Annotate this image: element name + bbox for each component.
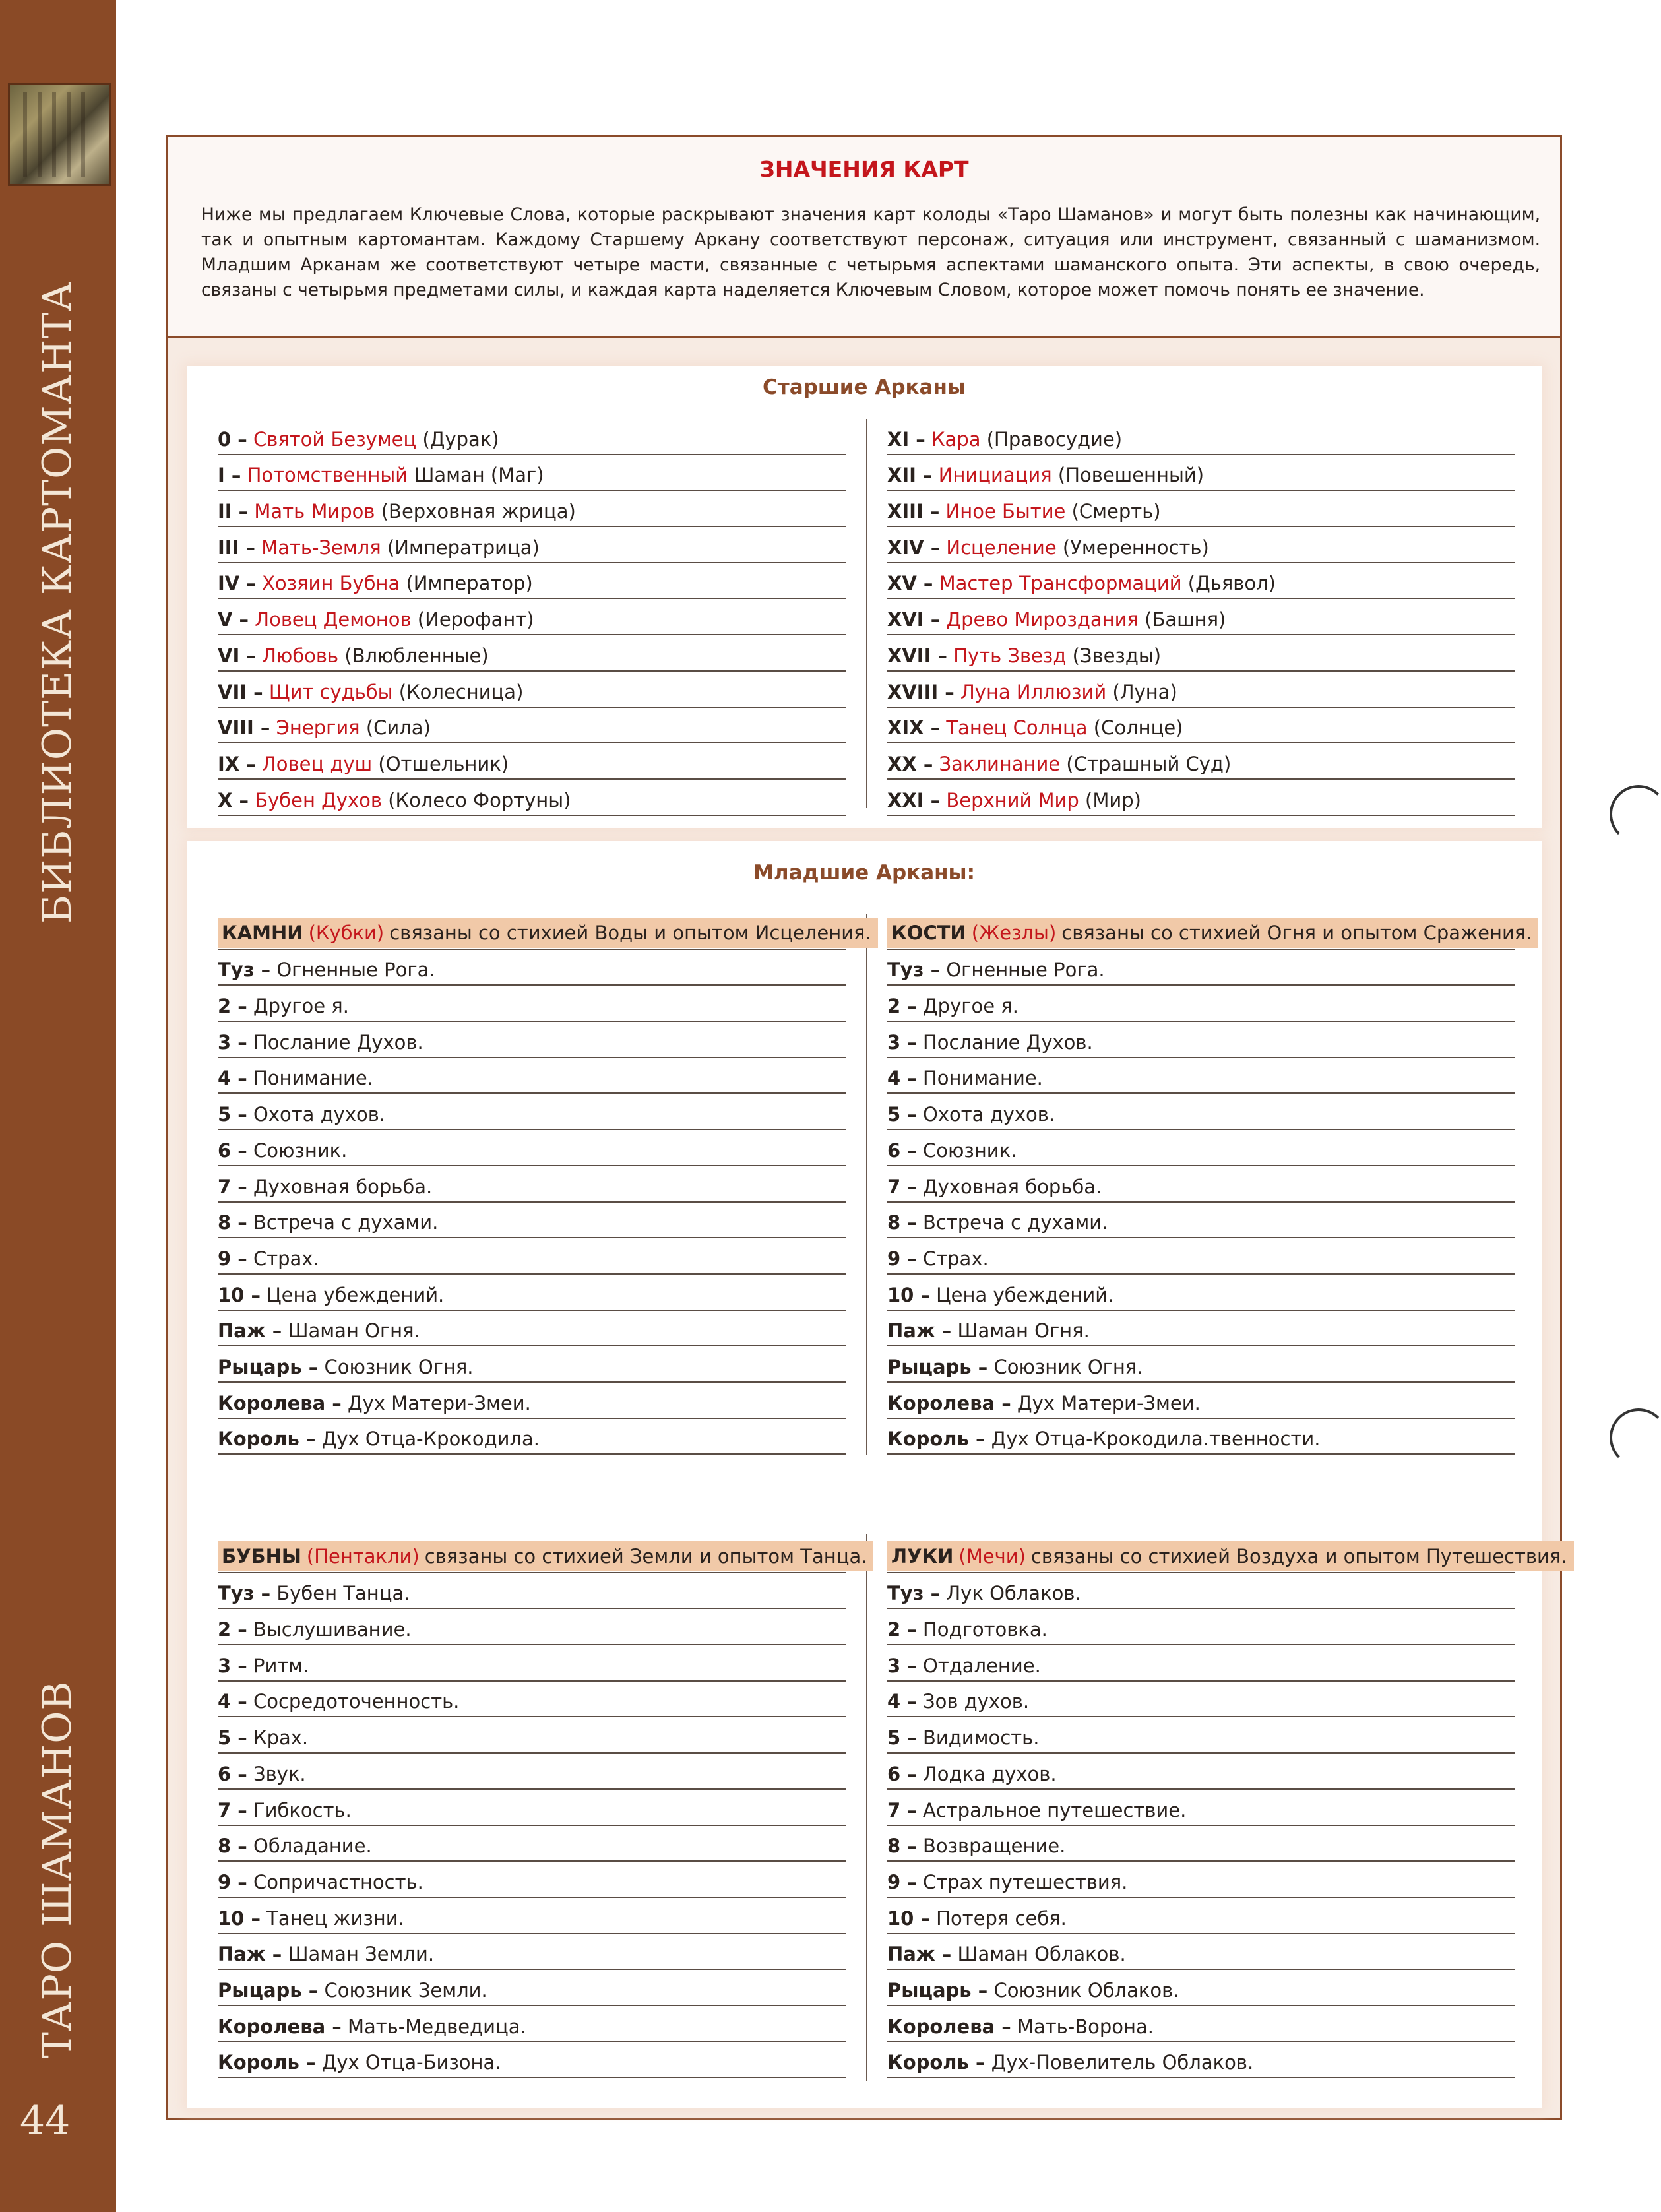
minor-arcana-row: [218, 1862, 846, 1898]
sidebar-photo: [8, 83, 111, 186]
arcana-classic-name: (Колесо Фортуны): [388, 788, 571, 811]
card-rank: Король –: [887, 1428, 986, 1451]
card-rank: Туз –: [218, 959, 271, 982]
major-arcana-left-column: [218, 419, 846, 816]
suit-swords-column: [887, 1537, 1567, 2078]
arcana-classic-name: (Солнце): [1093, 716, 1183, 740]
minor-arcana-row: [887, 1573, 1515, 1610]
arcana-classic-name: (Отшельник): [378, 752, 509, 775]
arcana-classic-name: (Император): [406, 572, 533, 595]
card-keyword: Сопричастность.: [253, 1870, 423, 1893]
card-rank: Король –: [218, 2051, 316, 2074]
card-rank: 10 –: [218, 1283, 261, 1306]
card-rank: 4 –: [218, 1690, 247, 1713]
suit-header-band: [887, 1541, 1574, 1571]
arcana-classic-name: (Правосудие): [986, 427, 1123, 451]
minor-arcana-row: [218, 1609, 846, 1645]
minor-arcana-row: [218, 1383, 846, 1419]
card-rank: 3 –: [218, 1654, 247, 1677]
card-rank: Королева –: [887, 1391, 1011, 1414]
minor-arcana-row: [218, 1573, 846, 1610]
minor-arcana-row: [218, 1645, 846, 1682]
major-arcana-title: Старшие Арканы: [763, 375, 966, 399]
minor-arcana-row: [218, 2006, 846, 2042]
card-keyword: Духовная борьба.: [253, 1175, 433, 1198]
card-rank: Король –: [218, 1428, 316, 1451]
minor-arcana-row: [218, 986, 846, 1022]
card-keyword: Бубен Танца.: [276, 1582, 410, 1605]
card-rank: 2 –: [218, 995, 247, 1018]
minor-arcana-row: [887, 1790, 1515, 1826]
card-rank: 6 –: [887, 1762, 917, 1785]
suit-header: [887, 1537, 1567, 1573]
arcana-classic-name: (Императрица): [387, 536, 540, 559]
arcana-number: III –: [218, 536, 255, 559]
card-keyword: Лук Облаков.: [946, 1582, 1081, 1605]
arcana-number: XXI –: [887, 788, 941, 811]
arcana-shaman-name: Любовь: [262, 644, 339, 667]
major-arcana-row: [218, 743, 846, 780]
arcana-number: XVI –: [887, 608, 941, 631]
minor-arcana-row: [218, 1826, 846, 1862]
major-arcana-row: [218, 455, 846, 491]
arcana-number: XVII –: [887, 644, 947, 667]
card-keyword: Дух Отца-Крокодила.твенности.: [991, 1428, 1321, 1451]
major-arcana-row: [887, 455, 1515, 491]
arcana-shaman-name: Кара: [931, 427, 981, 451]
arcana-shaman-name: Луна Иллюзий: [960, 680, 1107, 703]
minor-arcana-row: [218, 1419, 846, 1455]
card-keyword: Духовная борьба.: [923, 1175, 1102, 1198]
card-keyword: Союзник Облаков.: [993, 1978, 1179, 2002]
major-arcana-row: [887, 419, 1515, 455]
card-rank: 7 –: [887, 1175, 917, 1198]
arcana-number: 0 –: [218, 427, 247, 451]
card-rank: Королева –: [218, 1391, 342, 1414]
card-keyword: Шаман Облаков.: [957, 1943, 1126, 1966]
arcana-shaman-name: Мастер Трансформаций: [939, 572, 1182, 595]
suit-header: [218, 1537, 867, 1573]
minor-arcana-row: [887, 2006, 1515, 2042]
card-rank: 7 –: [887, 1798, 917, 1821]
minor-arcana-row: [887, 1754, 1515, 1790]
card-keyword: Гибкость.: [253, 1798, 352, 1821]
suit-header-band: [218, 918, 878, 948]
minor-arcana-row: [218, 1970, 846, 2006]
minor-arcana-row: [887, 1826, 1515, 1862]
card-keyword: Зов духов.: [923, 1690, 1030, 1713]
minor-arcana-row: [887, 1682, 1515, 1718]
arcana-number: IX –: [218, 752, 256, 775]
arcana-classic-name: (Влюбленные): [344, 644, 489, 667]
minor-arcana-row: [218, 1238, 846, 1275]
card-rank: 6 –: [218, 1762, 247, 1785]
card-keyword: Охота духов.: [923, 1103, 1055, 1126]
major-arcana-row: [887, 743, 1515, 780]
minor-arcana-row: [218, 1130, 846, 1166]
minor-arcana-row: [218, 1717, 846, 1754]
card-keyword: Мать-Ворона.: [1017, 2015, 1154, 2038]
card-keyword: Союзник.: [923, 1139, 1017, 1162]
suit-name: БУБНЫ: [222, 1545, 301, 1567]
minor-arcana-row: [887, 1238, 1515, 1275]
minor-arcana-row: [887, 950, 1515, 986]
arcana-number: XI –: [887, 427, 925, 451]
card-keyword: Дух Матери-Змеи.: [1017, 1391, 1201, 1414]
arcana-number: XIX –: [887, 716, 941, 740]
minor-arcana-row: [218, 1682, 846, 1718]
major-arcana-row: [887, 635, 1515, 672]
major-arcana-row: [218, 708, 846, 744]
card-keyword: Союзник Огня.: [993, 1355, 1143, 1378]
card-rank: Рыцарь –: [887, 1355, 988, 1378]
minor-arcana-row: [218, 1898, 846, 1934]
arcana-number: XIV –: [887, 536, 941, 559]
arcana-classic-name: (Звезды): [1072, 644, 1162, 667]
minor-arcana-row: [887, 1609, 1515, 1645]
arcana-number: XV –: [887, 572, 933, 595]
card-keyword: Цена убеждений.: [266, 1283, 445, 1306]
minor-arcana-row: [218, 1790, 846, 1826]
card-keyword: Шаман Земли.: [288, 1943, 435, 1966]
arcana-classic-name: (Дьявол): [1187, 572, 1276, 595]
card-rank: Паж –: [218, 1943, 282, 1966]
card-rank: 5 –: [887, 1726, 917, 1750]
arcana-shaman-name: Верхний Мир: [946, 788, 1079, 811]
arcana-shaman-name: Щит судьбы: [268, 680, 393, 703]
card-rank: 6 –: [887, 1139, 917, 1162]
card-keyword: Потеря себя.: [936, 1907, 1067, 1930]
arcana-classic-name: (Колесница): [398, 680, 524, 703]
arcana-number: XVIII –: [887, 680, 955, 703]
card-keyword: Шаман Огня.: [288, 1319, 420, 1343]
card-rank: Туз –: [887, 959, 941, 982]
card-rank: 4 –: [887, 1690, 917, 1713]
card-rank: 2 –: [887, 1618, 917, 1641]
arcana-shaman-name: Бубен Духов: [255, 788, 382, 811]
minor-arcana-row: [218, 1346, 846, 1383]
arcana-number: XX –: [887, 752, 933, 775]
minor-arcana-row: [218, 950, 846, 986]
card-rank: Паж –: [887, 1319, 952, 1343]
minor-arcana-row: [887, 1058, 1515, 1094]
minor-arcana-row: [887, 1203, 1515, 1239]
card-keyword: Цена убеждений.: [936, 1283, 1114, 1306]
card-rank: 3 –: [887, 1654, 917, 1677]
card-keyword: Другое я.: [253, 995, 349, 1018]
card-keyword: Дух Отца-Крокодила.: [321, 1428, 540, 1451]
major-arcana-row: [887, 563, 1515, 600]
major-arcana-row: [887, 527, 1515, 563]
major-arcana-row: [218, 780, 846, 816]
card-keyword: Страх.: [923, 1247, 989, 1270]
minor-arcana-row: [218, 1754, 846, 1790]
arcana-number: VIII –: [218, 716, 270, 740]
minor-arcana-row: [218, 1311, 846, 1347]
card-rank: 8 –: [887, 1211, 917, 1234]
card-rank: 7 –: [218, 1798, 247, 1821]
minor-arcana-row: [887, 1383, 1515, 1419]
sidebar-series-title: БИБЛИОТЕКА КАРТОМАНТА: [34, 281, 80, 924]
card-keyword: Охота духов.: [253, 1103, 386, 1126]
card-rank: Король –: [887, 2051, 986, 2074]
card-keyword: Встреча с духами.: [923, 1211, 1108, 1234]
suit-header: [218, 914, 871, 950]
minor-arcana-row: [887, 1022, 1515, 1058]
suit-description: связаны со стихией Огня и опытом Сражения.: [1061, 922, 1532, 944]
minor-arcana-row: [218, 1094, 846, 1130]
minor-arcana-row: [887, 1970, 1515, 2006]
major-arcana-row: [887, 708, 1515, 744]
card-keyword: Обладание.: [253, 1835, 372, 1858]
major-arcana-right-column: [887, 419, 1515, 816]
intro-text: Ниже мы предлагаем Ключевые Слова, которые раскрывают значения карт колоды «Таро Шаманов» и могут быть полезны как начинающим, так и опытным картомантам. Каждому Старшему Аркану соответствуют персонаж, ситуация или инструмент, связанный с шаманизмом. Младшим Арканам же соответствуют четыре масти, связанные с четырьмя аспектами шаманского опыта. Эти аспекты, в свою очередь, связаны с четырьмя предметами силы, и каждая карта наделяется Ключевым Словом, которое может помочь понять ее значение.: [201, 205, 1540, 300]
major-arcana-row: [887, 491, 1515, 527]
card-rank: 3 –: [887, 1030, 917, 1054]
arcana-classic-name: Шаман (Маг): [414, 464, 544, 487]
card-keyword: Ритм.: [253, 1654, 309, 1677]
card-keyword: Выслушивание.: [253, 1618, 412, 1641]
arcana-classic-name: (Башня): [1144, 608, 1226, 631]
intro-box: [168, 137, 1560, 338]
arcana-number: II –: [218, 500, 249, 523]
suit-classic-name: (Кубки): [308, 922, 385, 944]
major-arcana-row: [218, 419, 846, 455]
arcana-number: XII –: [887, 464, 933, 487]
major-arcana-row: [218, 672, 846, 708]
minor-arcana-row: [887, 1275, 1515, 1311]
card-keyword: Послание Духов.: [253, 1030, 423, 1054]
card-rank: 10 –: [218, 1907, 261, 1930]
major-arcana-row: [887, 780, 1515, 816]
minor-arcana-row: [887, 1094, 1515, 1130]
column-divider: [866, 914, 867, 1455]
arcana-shaman-name: Ловец Демонов: [255, 608, 412, 631]
card-keyword: Шаман Огня.: [957, 1319, 1090, 1343]
suit-header-band: [887, 918, 1538, 948]
card-keyword: Видимость.: [923, 1726, 1040, 1750]
card-rank: 7 –: [218, 1175, 247, 1198]
minor-arcana-row: [218, 1166, 846, 1203]
minor-arcana-row: [218, 1275, 846, 1311]
card-rank: 8 –: [887, 1835, 917, 1858]
card-rank: 9 –: [887, 1247, 917, 1270]
minor-arcana-row: [887, 1311, 1515, 1347]
major-arcana-row: [887, 672, 1515, 708]
page-number: 44: [20, 2098, 71, 2144]
arcana-shaman-name: Исцеление: [946, 536, 1057, 559]
arcana-classic-name: (Страшный Суд): [1066, 752, 1232, 775]
card-rank: Рыцарь –: [887, 1978, 988, 2002]
arcana-number: IV –: [218, 572, 256, 595]
arcana-classic-name: (Луна): [1112, 680, 1177, 703]
arcana-shaman-name: Иное Бытие: [945, 500, 1066, 523]
suit-cups-column: [218, 914, 871, 1455]
card-keyword: Астральное путешествие.: [923, 1798, 1187, 1821]
minor-arcana-row: [887, 2042, 1515, 2079]
suit-description: связаны со стихией Воды и опытом Исцеления.: [389, 922, 871, 944]
arcana-shaman-name: Хозяин Бубна: [262, 572, 400, 595]
card-keyword: Встреча с духами.: [253, 1211, 439, 1234]
card-rank: 5 –: [887, 1103, 917, 1126]
intro-title: ЗНАЧЕНИЯ КАРТ: [759, 156, 969, 182]
sidebar-book-title: ТАРО ШАМАНОВ: [34, 1680, 80, 2058]
arcana-shaman-name: Мать Миров: [254, 500, 375, 523]
arcana-classic-name: (Умеренность): [1062, 536, 1209, 559]
card-rank: 9 –: [218, 1247, 247, 1270]
card-keyword: Страх путешествия.: [923, 1870, 1128, 1893]
arcana-number: VI –: [218, 644, 256, 667]
minor-arcana-row: [887, 1346, 1515, 1383]
card-rank: 6 –: [218, 1139, 247, 1162]
arcana-classic-name: (Верховная жрица): [381, 500, 576, 523]
major-arcana-row: [218, 491, 846, 527]
major-arcana-panel: [187, 366, 1542, 828]
card-rank: Паж –: [887, 1943, 952, 1966]
major-arcana-row: [218, 563, 846, 600]
suit-description: связаны со стихией Воздуха и опытом Путешествия.: [1030, 1545, 1567, 1567]
card-rank: 4 –: [887, 1067, 917, 1090]
minor-arcana-row: [887, 1717, 1515, 1754]
arcana-shaman-name: Мать-Земля: [261, 536, 381, 559]
arcana-shaman-name: Инициация: [938, 464, 1052, 487]
arcana-classic-name: (Дурак): [422, 427, 499, 451]
card-rank: 2 –: [887, 995, 917, 1018]
suit-name: КАМНИ: [222, 922, 303, 944]
arcana-number: X –: [218, 788, 249, 811]
card-rank: 3 –: [218, 1030, 247, 1054]
card-rank: 8 –: [218, 1835, 247, 1858]
arcana-shaman-name: Древо Мироздания: [946, 608, 1139, 631]
suit-classic-name: (Жезлы): [971, 922, 1057, 944]
arcana-classic-name: (Иерофант): [417, 608, 534, 631]
suit-name: КОСТИ: [891, 922, 966, 944]
card-rank: Паж –: [218, 1319, 282, 1343]
arcana-shaman-name: Путь Звезд: [953, 644, 1067, 667]
arcana-shaman-name: Энергия: [276, 716, 360, 740]
column-divider: [866, 419, 867, 808]
suit-description: связаны со стихией Земли и опытом Танца.: [424, 1545, 867, 1567]
minor-arcana-row: [218, 2042, 846, 2079]
arcana-shaman-name: Танец Солнца: [946, 716, 1088, 740]
card-rank: 5 –: [218, 1726, 247, 1750]
arcana-shaman-name: Святой Безумец: [253, 427, 417, 451]
minor-arcana-row: [887, 1645, 1515, 1682]
card-keyword: Звук.: [253, 1762, 306, 1785]
major-arcana-row: [218, 635, 846, 672]
card-rank: 9 –: [218, 1870, 247, 1893]
suit-header: [887, 914, 1532, 950]
suit-wands-column: [887, 914, 1532, 1455]
suit-classic-name: (Мечи): [958, 1545, 1026, 1567]
suit-pentacles-column: [218, 1537, 867, 2078]
card-keyword: Дух Матери-Змеи.: [347, 1391, 531, 1414]
arcana-classic-name: (Сила): [365, 716, 431, 740]
minor-arcana-row: [218, 1934, 846, 1971]
card-keyword: Союзник Земли.: [324, 1978, 487, 2002]
card-rank: 5 –: [218, 1103, 247, 1126]
arcana-shaman-name: Заклинание: [939, 752, 1061, 775]
card-keyword: Возвращение.: [923, 1835, 1066, 1858]
card-rank: 2 –: [218, 1618, 247, 1641]
card-keyword: Подготовка.: [923, 1618, 1048, 1641]
arcana-number: XIII –: [887, 500, 940, 523]
card-keyword: Дух Отца-Бизона.: [321, 2051, 501, 2074]
card-rank: Рыцарь –: [218, 1355, 319, 1378]
card-keyword: Мать-Медведица.: [347, 2015, 526, 2038]
minor-arcana-title: Младшие Арканы:: [753, 861, 975, 885]
minor-arcana-row: [887, 1419, 1515, 1455]
major-arcana-row: [218, 599, 846, 635]
binder-hole-bottom: [1610, 1408, 1661, 1467]
card-rank: 10 –: [887, 1907, 930, 1930]
card-rank: Туз –: [218, 1582, 271, 1605]
card-rank: 4 –: [218, 1067, 247, 1090]
suit-header-band: [218, 1541, 873, 1571]
minor-arcana-row: [887, 1934, 1515, 1971]
major-arcana-row: [887, 599, 1515, 635]
minor-arcana-row: [218, 1058, 846, 1094]
minor-arcana-row: [218, 1203, 846, 1239]
minor-arcana-panel: [187, 841, 1567, 2108]
minor-arcana-row: [887, 1898, 1515, 1934]
arcana-classic-name: (Мир): [1085, 788, 1141, 811]
minor-arcana-row: [887, 1130, 1515, 1166]
card-rank: Рыцарь –: [218, 1978, 319, 2002]
card-rank: Туз –: [887, 1582, 941, 1605]
arcana-number: I –: [218, 464, 241, 487]
card-keyword: Другое я.: [923, 995, 1019, 1018]
arcana-classic-name: (Смерть): [1071, 500, 1161, 523]
suit-classic-name: (Пентакли): [306, 1545, 420, 1567]
card-keyword: Союзник Огня.: [324, 1355, 474, 1378]
card-keyword: Союзник.: [253, 1139, 348, 1162]
card-keyword: Огненные Рога.: [276, 959, 435, 982]
binder-hole-top: [1610, 785, 1661, 843]
card-keyword: Послание Духов.: [923, 1030, 1093, 1054]
card-keyword: Танец жизни.: [266, 1907, 404, 1930]
card-keyword: Огненные Рога.: [946, 959, 1105, 982]
card-rank: 10 –: [887, 1283, 930, 1306]
sidebar: [0, 0, 116, 2212]
minor-arcana-row: [887, 1166, 1515, 1203]
card-keyword: Крах.: [253, 1726, 309, 1750]
card-keyword: Дух-Повелитель Облаков.: [991, 2051, 1254, 2074]
minor-arcana-row: [218, 1022, 846, 1058]
suit-name: ЛУКИ: [891, 1545, 954, 1567]
major-arcana-row: [218, 527, 846, 563]
minor-arcana-row: [887, 1862, 1515, 1898]
card-keyword: Страх.: [253, 1247, 319, 1270]
card-keyword: Понимание.: [253, 1067, 373, 1090]
column-divider: [866, 1534, 867, 2081]
card-keyword: Отдаление.: [923, 1654, 1041, 1677]
card-rank: Королева –: [218, 2015, 342, 2038]
arcana-classic-name: (Повешенный): [1057, 464, 1205, 487]
card-keyword: Сосредоточенность.: [253, 1690, 460, 1713]
card-rank: 9 –: [887, 1870, 917, 1893]
card-keyword: Понимание.: [923, 1067, 1043, 1090]
card-rank: Королева –: [887, 2015, 1011, 2038]
arcana-shaman-name: Потомственный: [247, 464, 408, 487]
arcana-number: VII –: [218, 680, 263, 703]
arcana-shaman-name: Ловец душ: [261, 752, 373, 775]
arcana-number: V –: [218, 608, 249, 631]
minor-arcana-row: [887, 986, 1515, 1022]
card-rank: 8 –: [218, 1211, 247, 1234]
card-keyword: Лодка духов.: [923, 1762, 1057, 1785]
